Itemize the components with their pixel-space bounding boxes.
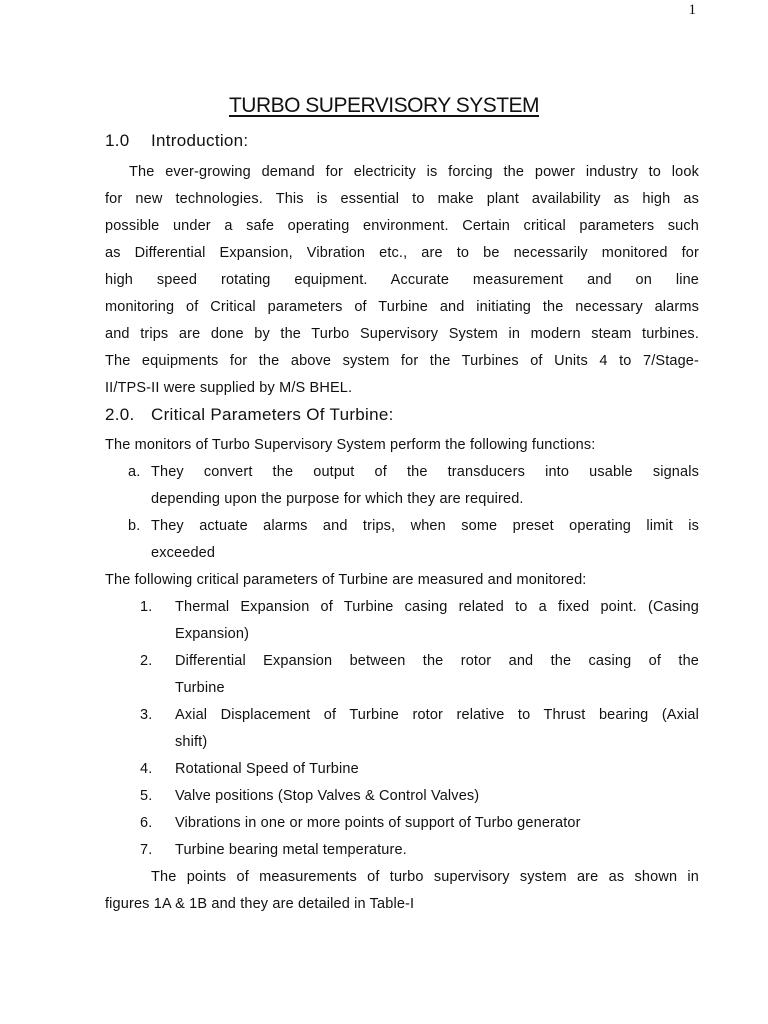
document-title-wrap [0,94,768,118]
section-2-number: 2.0. [105,405,135,424]
parameter-line: Valve positions (Stop Valves & Control Valves) [175,788,480,804]
parameter-line: Differential Expansion between the rotor and the casing of the [175,653,699,669]
parameter-line: shift) [175,734,208,750]
section-1-number: 1.0 [105,131,130,150]
function-line: They actuate alarms and trips, when some preset operating limit is [151,518,699,534]
function-line: depending upon the purpose for which they are required. [151,491,524,507]
parameters-intro-text: The following critical parameters of Turbine are measured and monitored: [105,572,587,588]
parameter-line: Vibrations in one or more points of support of Turbo generator [175,815,581,831]
closing-line: figures 1A & 1B and they are detailed in Table-I [105,896,415,912]
functions-intro-text: The monitors of Turbo Supervisory System perform the following functions: [105,437,596,453]
parameter-marker: 3. [140,707,153,723]
parameters-intro [105,567,699,594]
function-line: exceeded [151,545,216,561]
section-2-title: Critical Parameters Of Turbine: [151,405,394,424]
parameter-line: Turbine bearing metal temperature. [175,842,407,858]
parameter-marker: 2. [140,653,153,669]
intro-line: The ever-growing demand for electricity is forcing the power industry to look [129,164,699,180]
function-marker: a. [128,464,141,480]
function-line: They convert the output of the transducers into usable signals [151,464,699,480]
closing-paragraph [105,864,699,918]
intro-line: for new technologies. This is essential to make plant availability as high as [105,191,699,207]
function-marker: b. [128,518,141,534]
section-2-heading [105,405,394,425]
intro-line: The equipments for the above system for the Turbines of Units 4 to 7/Stage- [105,353,699,369]
intro-line: high speed rotating equipment. Accurate measurement and on line [105,272,699,288]
parameter-line: Rotational Speed of Turbine [175,761,359,777]
intro-paragraph [105,159,699,402]
intro-line: as Differential Expansion, Vibration etc., are to be necessarily monitored for [105,245,699,261]
document-title: TURBO SUPERVISORY SYSTEM [228,94,540,117]
section-1-title: Introduction: [151,131,249,150]
parameter-marker: 5. [140,788,153,804]
parameter-marker: 7. [140,842,153,858]
closing-line: The points of measurements of turbo supervisory system are as shown in [151,869,699,885]
intro-line: possible under a safe operating environment. Certain critical parameters such [105,218,699,234]
parameter-marker: 1. [140,599,153,615]
parameter-marker: 6. [140,815,153,831]
parameter-line: Axial Displacement of Turbine rotor relative to Thrust bearing (Axial [175,707,699,723]
section-1-heading [105,131,248,151]
intro-line: and trips are done by the Turbo Supervisory System in modern steam turbines. [105,326,699,342]
functions-intro [105,432,699,459]
intro-line: monitoring of Critical parameters of Turbine and initiating the necessary alarms [105,299,699,315]
parameter-line: Turbine [175,680,225,696]
parameter-line: Thermal Expansion of Turbine casing related to a fixed point. (Casing [175,599,699,615]
parameter-line: Expansion) [175,626,250,642]
intro-line: II/TPS-II were supplied by M/S BHEL. [105,380,353,396]
page-number: 1 [688,2,696,18]
parameter-marker: 4. [140,761,153,777]
